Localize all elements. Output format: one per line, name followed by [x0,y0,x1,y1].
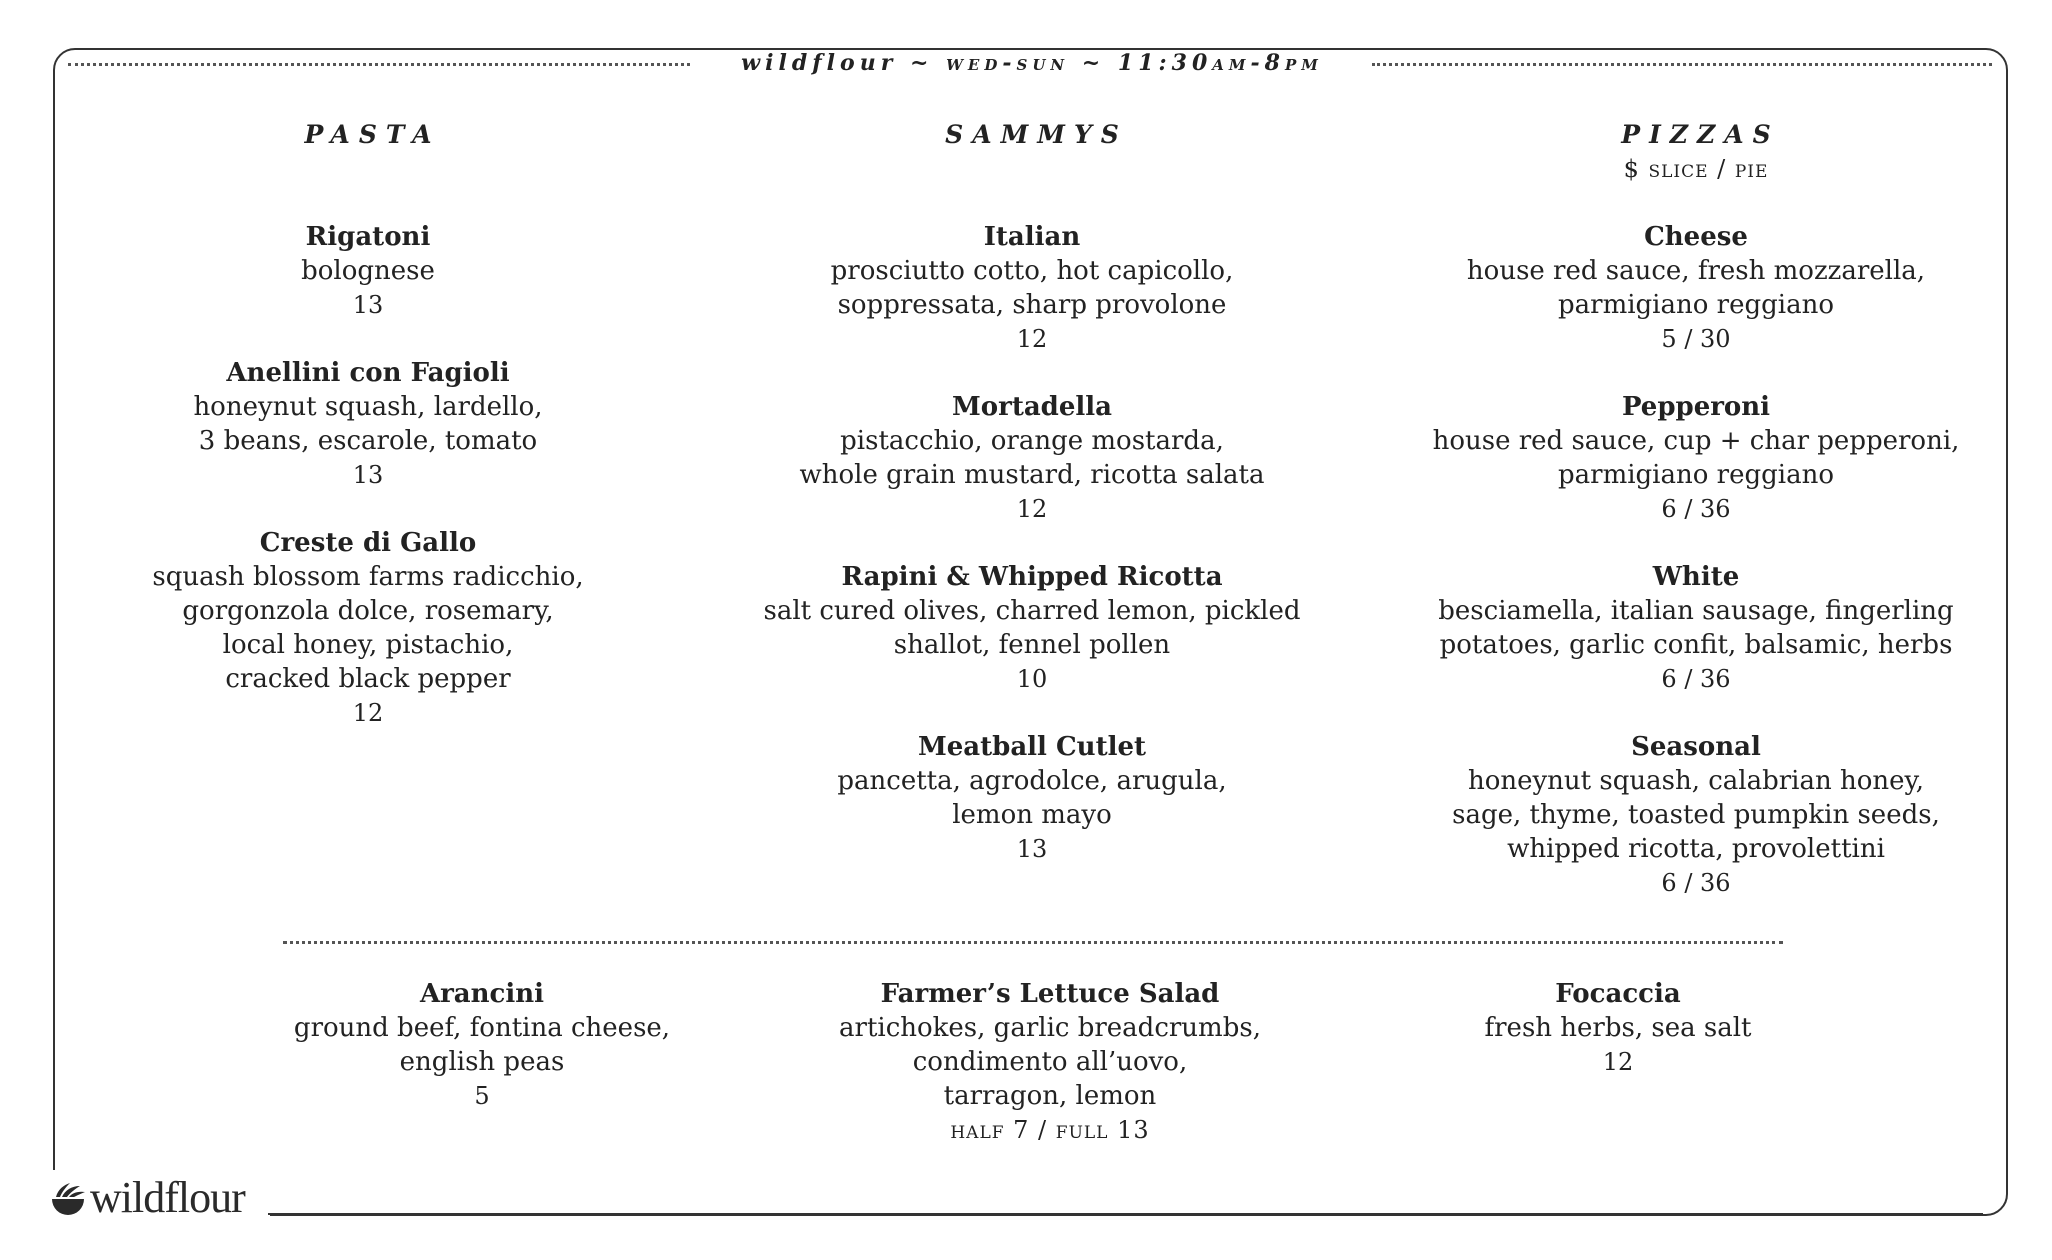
item-description: pistacchio, orange mostarda, whole grain mustard, ricotta salata [799,426,1265,490]
header-dotted-rule-left [68,63,690,66]
header-hours: 11:30am-8pm [1117,50,1323,76]
section-subtitle: $ slice / pie [1623,155,1769,183]
item-name: Farmer’s Lettuce Salad [880,979,1220,1009]
item-price: 10 [1016,665,1048,693]
item-name: Meatball Cutlet [917,732,1147,762]
item-description: honeynut squash, lardello, 3 beans, escarole, tomato [193,392,543,456]
item-price: 6 / 36 [1661,869,1731,897]
item-description: pancetta, agrodolce, arugula, lemon mayo [837,766,1227,830]
header-name: wildflour [741,50,898,76]
item-price: 6 / 36 [1661,665,1731,693]
item-price: 13 [352,461,384,489]
item-price: 5 / 30 [1661,325,1731,353]
brand-logo [48,1172,245,1222]
menu-item [1418,560,1974,696]
item-name: Anellini con Fagioli [226,358,510,388]
section-title: PASTA [304,120,441,149]
item-description: house red sauce, cup + char pepperoni, parmigiano reggiano [1432,426,1960,490]
sammys-section [742,118,1322,866]
menu-item [742,220,1322,356]
item-price: 12 [1602,1048,1634,1076]
header-tagline [700,50,1364,76]
item-name: Pepperoni [1621,392,1771,422]
item-price: 12 [1016,495,1048,523]
item-price: 13 [1016,835,1048,863]
item-name: Mortadella [952,392,1112,422]
item-description: ground beef, fontina cheese, english peas [293,1013,671,1077]
header-sep: ~ [1081,50,1106,76]
pizzas-section [1418,118,1974,900]
section-title: SAMMYS [945,120,1128,149]
menu-item [742,390,1322,526]
item-price: half 7 / full 13 [950,1116,1150,1144]
item-description: bolognese [301,256,435,286]
header-dotted-rule-right [1372,63,1992,66]
wildflower-leaf-icon [48,1177,88,1217]
item-name: Seasonal [1631,732,1761,762]
menu-item [98,356,638,492]
menu-item [742,560,1322,696]
item-description: squash blossom farms radicchio, gorgonzola dolce, rosemary, local honey, pistachio, cracked black pepper [152,562,584,694]
side-item [232,977,732,1113]
menu-item [1418,730,1974,900]
header-days: wed-sun [946,50,1070,76]
item-description: fresh herbs, sea salt [1484,1013,1752,1043]
item-description: prosciutto cotto, hot capicollo, soppressata, sharp provolone [830,256,1234,320]
side-item [1418,977,1818,1079]
item-description: besciamella, italian sausage, fingerling potatoes, garlic confit, balsamic, herbs [1438,596,1954,660]
logo-wordmark: wildflour [90,1172,245,1222]
menu-item [1418,390,1974,526]
item-name: Creste di Gallo [259,528,477,558]
item-name: Focaccia [1555,979,1681,1009]
menu-item [98,526,638,730]
item-price: 6 / 36 [1661,495,1731,523]
menu-item [742,730,1322,866]
item-description: house red sauce, fresh mozzarella, parmigiano reggiano [1466,256,1926,320]
item-description: artichokes, garlic breadcrumbs, condimento all’uovo, tarragon, lemon [839,1013,1261,1111]
footer-rule [268,1213,1983,1215]
header-sep: ~ [909,50,934,76]
item-description: salt cured olives, charred lemon, pickled shallot, fennel pollen [763,596,1301,660]
menu-item [98,220,638,322]
item-name: White [1652,562,1740,592]
pasta-section [98,118,638,730]
menu-item [1418,220,1974,356]
item-price: 12 [352,699,384,727]
item-name: Rapini & Whipped Ricotta [841,562,1223,592]
side-item [770,977,1330,1147]
item-name: Cheese [1644,222,1748,252]
item-name: Rigatoni [305,222,431,252]
item-description: honeynut squash, calabrian honey, sage, thyme, toasted pumpkin seeds, whipped ricotta, provolettini [1452,766,1940,864]
section-title: PIZZAS [1621,120,1780,149]
item-price: 13 [352,291,384,319]
section-dotted-divider [283,941,1783,944]
item-price: 12 [1016,325,1048,353]
item-name: Italian [983,222,1081,252]
item-price: 5 [474,1082,490,1110]
item-name: Arancini [419,979,545,1009]
